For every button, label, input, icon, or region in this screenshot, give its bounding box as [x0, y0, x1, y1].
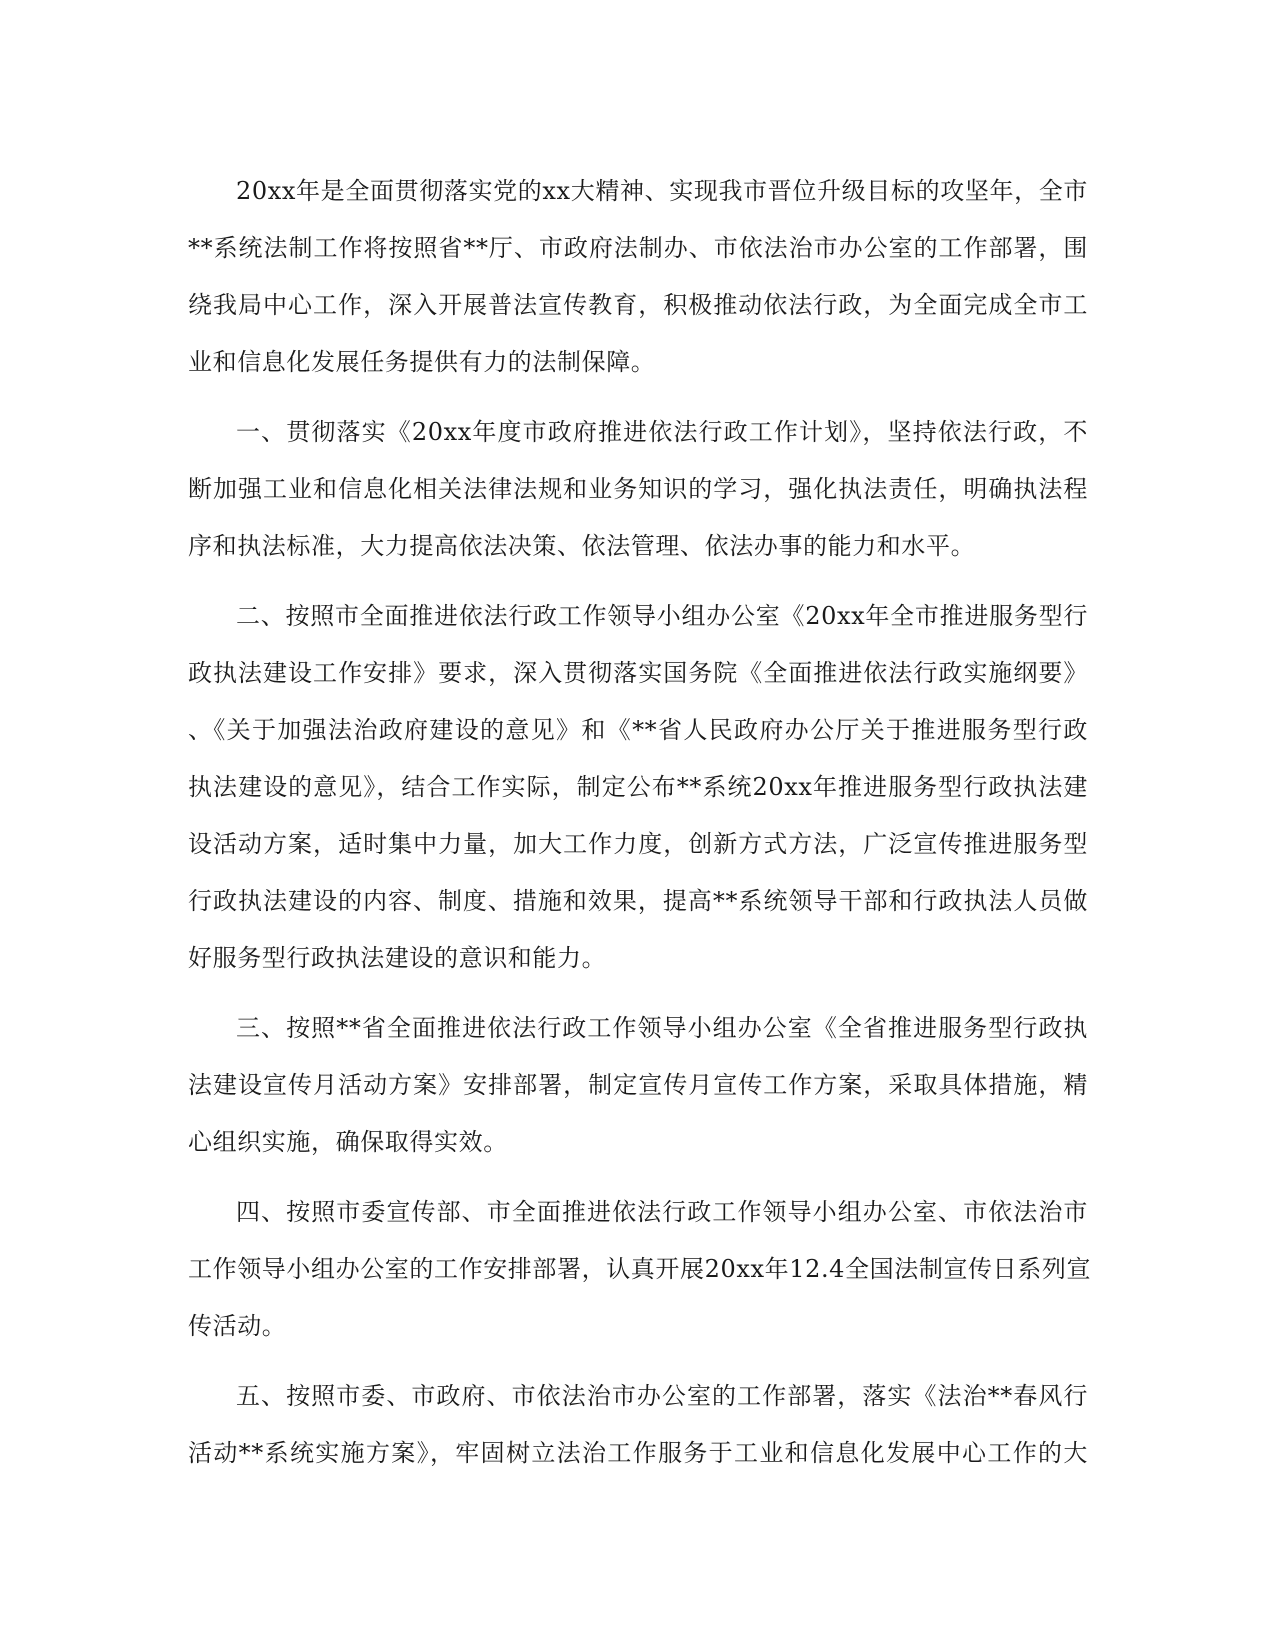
text-line: 四、按照市委宣传部、市全面推进依法行政工作领导小组办公室、市依法治市: [236, 1198, 1088, 1226]
text-line: 绕我局中心工作，深入开展普法宣传教育，积极推动依法行政，为全面完成全市工: [188, 291, 1088, 319]
text-line: 执法建设的意见》，结合工作实际，制定公布**系统20xx年推进服务型行政执法建: [188, 773, 1088, 801]
paragraph-item-5: [188, 1368, 1088, 1482]
text-line: 活动**系统实施方案》，牢固树立法治工作服务于工业和信息化发展中心工作的大: [188, 1439, 1088, 1467]
text-line: 设活动方案，适时集中力量，加大工作力度，创新方式方法，广泛宣传推进服务型: [188, 830, 1088, 858]
paragraph-intro: [188, 163, 1088, 391]
text-line: 好服务型行政执法建设的意识和能力。: [188, 944, 607, 972]
text-line: 业和信息化发展任务提供有力的法制保障。: [188, 348, 656, 376]
paragraph-item-1: [188, 404, 1088, 575]
text-line: **系统法制工作将按照省**厅、市政府法制办、市依法治市办公室的工作部署，围: [188, 234, 1088, 262]
text-line: 一、贯彻落实《20xx年度市政府推进依法行政工作计划》，坚持依法行政，不: [236, 418, 1088, 446]
text-line: 二、按照市全面推进依法行政工作领导小组办公室《20xx年全市推进服务型行: [236, 602, 1088, 630]
text-line: 断加强工业和信息化相关法律法规和业务知识的学习，强化执法责任，明确执法程: [188, 475, 1088, 503]
document-body: [188, 163, 1092, 1482]
text-line: 心组织实施，确保取得实效。: [188, 1128, 508, 1156]
text-line: 三、按照**省全面推进依法行政工作领导小组办公室《全省推进服务型行政执: [236, 1014, 1088, 1042]
text-line: 传活动。: [188, 1312, 287, 1340]
text-line: 行政执法建设的内容、制度、措施和效果，提高**系统领导干部和行政执法人员做: [188, 887, 1088, 915]
text-line: 五、按照市委、市政府、市依法治市办公室的工作部署，落实《法治**春风行: [236, 1382, 1088, 1410]
paragraph-item-2: [188, 588, 1088, 987]
paragraph-item-4: [188, 1184, 1092, 1355]
text-line: 法建设宣传月活动方案》安排部署，制定宣传月宣传工作方案，采取具体措施，精: [188, 1071, 1088, 1099]
text-line: 政执法建设工作安排》要求，深入贯彻落实国务院《全面推进依法行政实施纲要》: [188, 659, 1088, 687]
text-line: 序和执法标准，大力提高依法决策、依法管理、依法办事的能力和水平。: [188, 532, 976, 560]
paragraph-item-3: [188, 1000, 1088, 1171]
text-line: 、《关于加强法治政府建设的意见》和《**省人民政府办公厅关于推进服务型行政: [188, 716, 1088, 744]
text-line: 20xx年是全面贯彻落实党的xx大精神、实现我市晋位升级目标的攻坚年，全市: [236, 177, 1088, 205]
text-line: 工作领导小组办公室的工作安排部署，认真开展20xx年12.4全国法制宣传日系列宣: [188, 1255, 1092, 1283]
